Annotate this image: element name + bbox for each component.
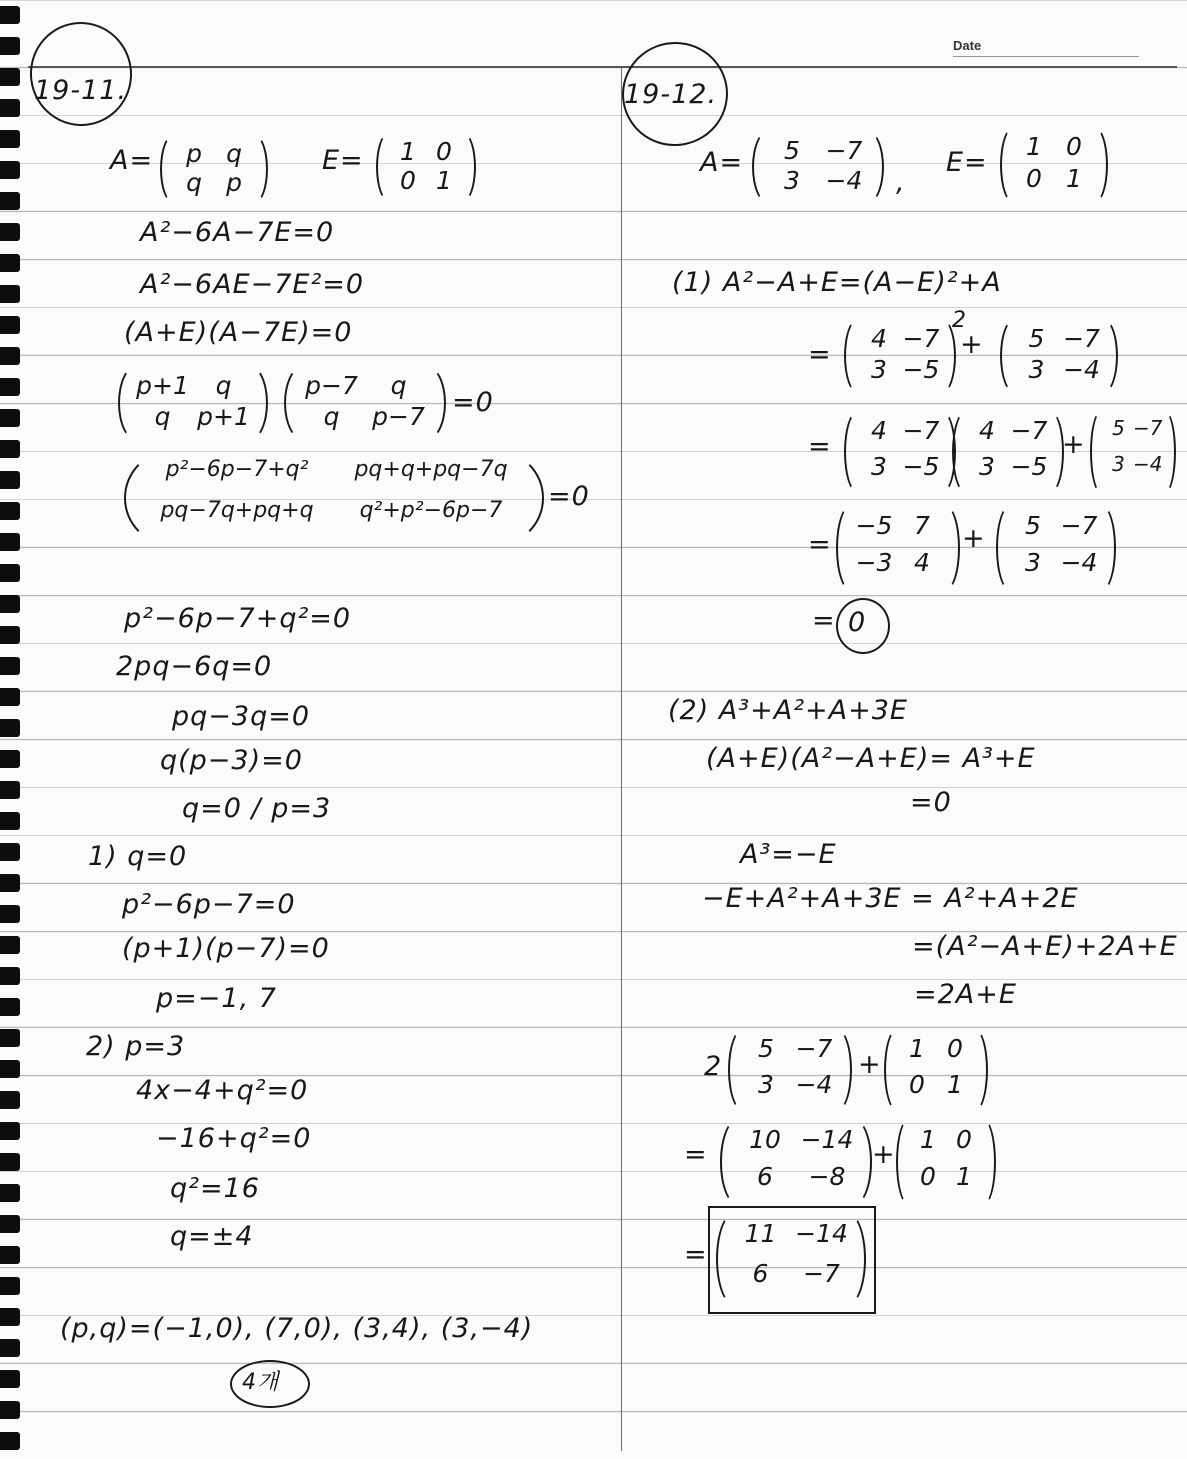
binding-hole xyxy=(0,254,20,272)
matrix-cell: 7 xyxy=(914,510,930,540)
matrix-cell: q xyxy=(390,370,407,400)
matrix-cell: 6 xyxy=(757,1161,773,1191)
equals-sign: = xyxy=(812,605,836,636)
equation-line: A²−6A−7E=0 xyxy=(140,217,335,248)
binding-hole xyxy=(0,998,20,1016)
equals-sign: = xyxy=(684,1139,708,1170)
equation-line: −16+q²=0 xyxy=(156,1123,312,1154)
matrix-A xyxy=(1000,318,1118,390)
equation-line: A²−6AE−7E²=0 xyxy=(140,269,365,300)
equation-line: q(p−3)=0 xyxy=(160,745,303,776)
matrix-product-right xyxy=(284,365,446,437)
equals-sign: = xyxy=(808,339,832,370)
matrix-cell: 3 xyxy=(758,1069,774,1099)
scalar-coefficient: 2 xyxy=(704,1051,723,1082)
binding-hole xyxy=(0,688,20,706)
equation-line: q²=16 xyxy=(170,1173,260,1204)
equation-line: (A+E)(A−7E)=0 xyxy=(124,317,353,348)
binding-hole xyxy=(0,161,20,179)
binding-hole xyxy=(0,440,20,458)
matrix-cell: 4 xyxy=(871,323,887,353)
matrix-cell: pq−7q+pq+q xyxy=(160,497,314,523)
matrix-A-label: A= xyxy=(700,147,744,178)
matrix-cell: −7 xyxy=(902,416,940,446)
matrix-cell: 1 xyxy=(956,1161,972,1191)
matrix-cell: 5 xyxy=(1025,510,1041,540)
matrix-cell: −7 xyxy=(795,1034,833,1064)
problem-number-ring xyxy=(23,15,138,132)
matrix-cell: 6 xyxy=(752,1258,769,1288)
binding-hole xyxy=(0,1029,20,1047)
binding-hole xyxy=(0,843,20,861)
part-heading: (2) A³+A²+A+3E xyxy=(668,695,908,726)
binding-hole xyxy=(0,1091,20,1109)
matrix-cell: 10 xyxy=(749,1124,781,1154)
binding-hole xyxy=(0,192,20,210)
matrix-2A xyxy=(720,1118,872,1202)
equation-line: q=±4 xyxy=(170,1221,254,1252)
result-zero: 0 xyxy=(848,607,867,638)
matrix-cell: 0 xyxy=(920,1161,936,1191)
equation-line: p=−1, 7 xyxy=(156,983,277,1014)
matrix-expanded xyxy=(124,450,544,542)
matrix-cell: 1 xyxy=(920,1124,936,1154)
part-heading: (1) A²−A+E=(A−E)²+A xyxy=(672,267,1002,298)
matrix-cell: q xyxy=(154,402,171,432)
equation-line: A³=−E xyxy=(740,839,837,870)
binding-hole xyxy=(0,1401,20,1419)
equals-zero: =0 xyxy=(548,481,590,512)
exponent: 2 xyxy=(952,308,967,333)
matrix-cell: 3 xyxy=(979,451,995,481)
binding-hole xyxy=(0,967,20,985)
binding-hole xyxy=(0,471,20,489)
equation-line: −E+A²+A+3E = A²+A+2E xyxy=(702,883,1079,914)
matrix-A xyxy=(728,1028,852,1108)
matrix-A-minus-E xyxy=(844,410,956,490)
binding-hole xyxy=(0,99,20,117)
matrix-cell: 3 xyxy=(784,166,800,196)
matrix-A-minus-E xyxy=(952,410,1064,490)
equation-line: (p+1)(p−7)=0 xyxy=(122,933,330,964)
binding-hole xyxy=(0,1153,20,1171)
matrix-cell: −4 xyxy=(795,1069,833,1099)
matrix-cell: −7 xyxy=(803,1258,840,1288)
equation-line: p²−6p−7=0 xyxy=(122,889,296,920)
binding-hole xyxy=(0,812,20,830)
matrix-cell: q xyxy=(215,370,232,400)
binding-hole xyxy=(0,1432,20,1450)
matrix-cell: 5 xyxy=(1028,323,1045,353)
binding-hole xyxy=(0,719,20,737)
matrix-A-label: A= xyxy=(110,145,154,176)
matrix-E-label: E= xyxy=(946,147,988,178)
matrix-cell: 1 xyxy=(400,137,416,167)
binding-hole xyxy=(0,1370,20,1388)
matrix-cell: −14 xyxy=(800,1124,854,1154)
matrix-cell: −7 xyxy=(1133,416,1163,441)
matrix-cell: −5 xyxy=(855,510,893,540)
binding-hole xyxy=(0,1122,20,1140)
matrix-A xyxy=(996,504,1116,588)
binding-hole xyxy=(0,936,20,954)
matrix-cell: 5 xyxy=(758,1034,774,1064)
matrix-cell: 5 xyxy=(1112,416,1125,441)
binding-hole xyxy=(0,533,20,551)
top-rule xyxy=(28,66,1177,68)
matrix-cell: −5 xyxy=(1010,451,1048,481)
binding-hole xyxy=(0,1184,20,1202)
equals-sign: = xyxy=(808,431,832,462)
matrix-cell: 1 xyxy=(1066,164,1082,194)
plus-sign: + xyxy=(1062,429,1086,460)
plus-sign: + xyxy=(858,1049,882,1080)
matrix-cell: q xyxy=(226,139,242,169)
matrix-cell: 0 xyxy=(956,1124,972,1154)
plus-sign: + xyxy=(872,1139,896,1170)
matrix-cell: 1 xyxy=(909,1034,925,1064)
matrix-cell: p−7 xyxy=(305,370,358,400)
case-heading: 2) p=3 xyxy=(86,1031,186,1062)
binding-hole xyxy=(0,626,20,644)
binding-hole xyxy=(0,6,20,24)
matrix-cell: 3 xyxy=(1025,547,1041,577)
matrix-result xyxy=(836,504,960,588)
matrix-cell: −7 xyxy=(1060,510,1098,540)
matrix-cell: pq+q+pq−7q xyxy=(354,457,508,483)
binding-hole xyxy=(0,37,20,55)
matrix-cell: −5 xyxy=(902,355,940,385)
binding-hole xyxy=(0,502,20,520)
binding-hole xyxy=(0,378,20,396)
matrix-cell: −7 xyxy=(825,135,863,165)
equation-line: 4x−4+q²=0 xyxy=(136,1075,309,1106)
binding-hole xyxy=(0,1060,20,1078)
equals-zero: =0 xyxy=(452,387,494,418)
matrix-cell: 0 xyxy=(1026,164,1042,194)
matrix-cell: 0 xyxy=(436,137,452,167)
matrix-cell: −5 xyxy=(902,451,940,481)
matrix-cell: 0 xyxy=(400,166,416,196)
binding-hole xyxy=(0,1215,20,1233)
binding-hole xyxy=(0,409,20,427)
answer-count: 4개 xyxy=(242,1370,280,1395)
binding-hole xyxy=(0,347,20,365)
binding-hole xyxy=(0,874,20,892)
matrix-cell: −4 xyxy=(1060,547,1098,577)
matrix-E xyxy=(884,1028,988,1108)
matrix-cell: −14 xyxy=(795,1219,848,1249)
binding-hole xyxy=(0,595,20,613)
equation-line: =2A+E xyxy=(914,979,1017,1010)
matrix-cell: 3 xyxy=(871,355,887,385)
spiral-binding xyxy=(0,0,22,1459)
matrix-cell: 4 xyxy=(914,547,930,577)
binding-hole xyxy=(0,750,20,768)
matrix-A xyxy=(160,134,268,200)
comma: , xyxy=(896,167,906,198)
problem-number: 19-12. xyxy=(624,79,718,110)
matrix-cell: p²−6p−7+q² xyxy=(165,457,309,483)
problem-number: 19-11. xyxy=(34,75,128,106)
date-line xyxy=(953,56,1139,57)
binding-hole xyxy=(0,905,20,923)
matrix-cell: −3 xyxy=(855,547,893,577)
matrix-cell: −4 xyxy=(1063,355,1100,385)
matrix-cell: 0 xyxy=(947,1034,963,1064)
matrix-product-left xyxy=(118,365,268,437)
equation-line: (A+E)(A²−A+E)= A³+E xyxy=(706,743,1036,774)
matrix-E xyxy=(376,132,476,198)
matrix-cell: 1 xyxy=(1026,131,1042,161)
binding-hole xyxy=(0,1246,20,1264)
matrix-cell: −7 xyxy=(1063,323,1100,353)
final-matrix xyxy=(716,1212,866,1302)
matrix-cell: −7 xyxy=(902,323,940,353)
binding-hole xyxy=(0,130,20,148)
date-label: Date xyxy=(953,38,982,53)
binding-hole xyxy=(0,1308,20,1326)
equals-sign: = xyxy=(684,1239,708,1270)
matrix-cell: p+1 xyxy=(136,370,189,400)
final-answer: (p,q)=(−1,0), (7,0), (3,4), (3,−4) xyxy=(60,1313,534,1344)
matrix-cell: 11 xyxy=(744,1219,777,1249)
matrix-A-minus-E xyxy=(844,318,956,390)
matrix-cell: 3 xyxy=(871,451,887,481)
equation-line: =(A²−A+E)+2A+E xyxy=(912,931,1178,962)
equation-line: =0 xyxy=(910,787,952,818)
matrix-cell: 4 xyxy=(871,416,887,446)
matrix-cell: p−7 xyxy=(372,402,425,432)
center-divider xyxy=(621,66,622,1451)
plus-sign: + xyxy=(962,523,986,554)
matrix-cell: −4 xyxy=(1133,451,1163,476)
binding-hole xyxy=(0,1277,20,1295)
binding-hole xyxy=(0,316,20,334)
matrix-cell: q xyxy=(186,168,202,198)
equation-line: p²−6p−7+q²=0 xyxy=(124,603,352,634)
equals-sign: = xyxy=(808,529,832,560)
matrix-cell: 3 xyxy=(1028,355,1045,385)
equation-line: pq−3q=0 xyxy=(172,701,311,732)
matrix-cell: −4 xyxy=(825,166,863,196)
matrix-cell: 3 xyxy=(1112,451,1125,476)
matrix-A xyxy=(752,130,884,200)
matrix-cell: q xyxy=(323,402,340,432)
binding-hole xyxy=(0,564,20,582)
matrix-A xyxy=(1090,410,1176,490)
binding-hole xyxy=(0,657,20,675)
matrix-cell: 5 xyxy=(784,135,800,165)
matrix-cell: −7 xyxy=(1010,416,1048,446)
binding-hole xyxy=(0,223,20,241)
case-heading: 1) q=0 xyxy=(88,841,188,872)
matrix-cell: 1 xyxy=(947,1069,963,1099)
matrix-cell: p xyxy=(226,168,242,198)
matrix-cell: 0 xyxy=(909,1069,925,1099)
matrix-cell: 4 xyxy=(979,416,995,446)
matrix-E xyxy=(1000,126,1108,200)
plus-sign: + xyxy=(960,329,984,360)
matrix-E xyxy=(896,1118,996,1202)
binding-hole xyxy=(0,781,20,799)
matrix-cell: 0 xyxy=(1066,131,1082,161)
matrix-cell: 1 xyxy=(436,166,452,196)
matrix-cell: p+1 xyxy=(197,402,250,432)
equation-line: q=0 / p=3 xyxy=(182,793,332,824)
binding-hole xyxy=(0,1339,20,1357)
matrix-E-label: E= xyxy=(322,145,364,176)
equation-line: 2pq−6q=0 xyxy=(116,651,273,682)
binding-hole xyxy=(0,68,20,86)
matrix-cell: p xyxy=(186,139,202,169)
binding-hole xyxy=(0,285,20,303)
matrix-cell: −8 xyxy=(808,1161,846,1191)
matrix-cell: q²+p²−6p−7 xyxy=(359,497,503,523)
